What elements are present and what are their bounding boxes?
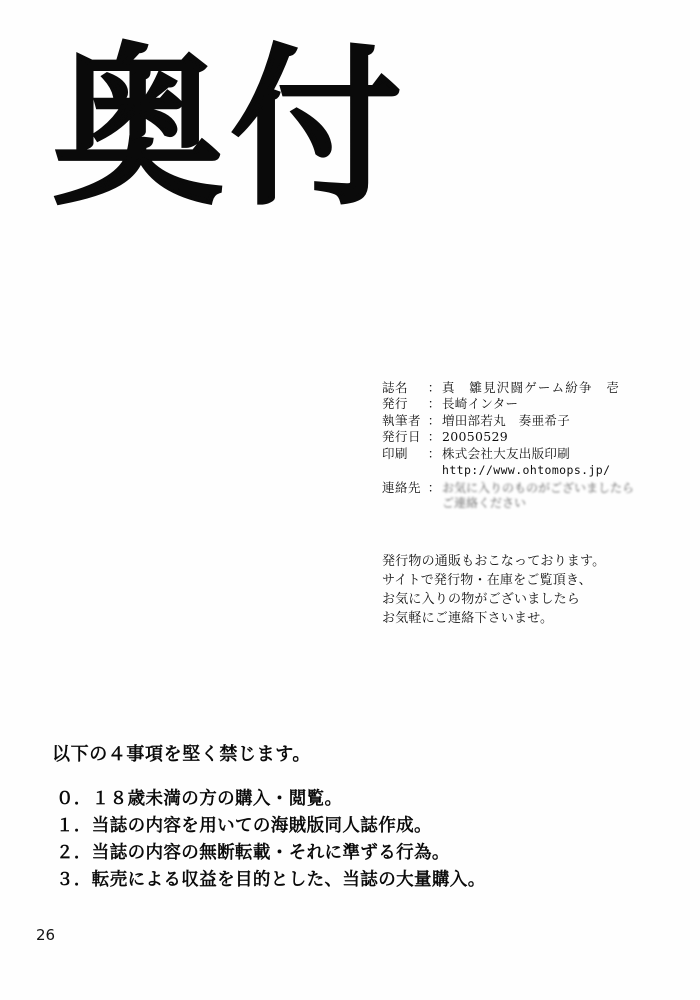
credit-row (382, 413, 672, 429)
credit-value: 真 雛見沢闘ゲーム紛争 壱 (442, 380, 621, 395)
credit-row (382, 446, 672, 462)
rule-item: ３．転売による収益を目的とした、当誌の大量購入。 (56, 870, 486, 890)
notice-line: 発行物の通販もおこなっております。 (382, 554, 606, 569)
credit-value: 長崎インター (442, 396, 519, 412)
credit-separator: ： (427, 480, 441, 496)
notice-line: お気に入りの物がございましたら (382, 592, 581, 607)
credit-separator: ： (427, 445, 441, 461)
credit-separator: ： (427, 429, 441, 445)
credit-row (382, 380, 672, 396)
credit-value: 20050529 (442, 429, 509, 445)
page-title: 奥付 (52, 26, 408, 229)
contact-label: 連絡先 (382, 480, 422, 496)
mail-order-notice (382, 552, 682, 628)
credit-label: 発行 (382, 396, 409, 412)
credit-label: 執筆者 (382, 412, 422, 428)
notice-line: サイトで発行物・在庫をご覧頂き、 (382, 573, 592, 588)
credits-block (382, 380, 672, 511)
credit-row (382, 429, 672, 445)
page-number: 26 (36, 926, 56, 944)
rule-item: ０．１８歳未満の方の購入・閲覧。 (56, 789, 343, 809)
credit-label: 印刷 (382, 445, 409, 461)
contact-blurred-line-1: お気に入りのものがございましたら (442, 480, 635, 495)
credit-separator: ： (427, 380, 441, 395)
credit-label: 誌名 (382, 380, 409, 395)
credit-row (382, 396, 672, 412)
credit-label: 発行日 (382, 429, 422, 445)
rule-item: ２．当誌の内容の無断転載・それに準ずる行為。 (56, 843, 450, 863)
printer-url[interactable]: http://www.ohtomops.jp/ (442, 463, 611, 478)
credit-value: 増田部若丸 奏亜希子 (442, 412, 571, 428)
notice-line: お気軽にご連絡下さいませ。 (382, 611, 554, 626)
credit-value: 株式会社大友出版印刷 (442, 445, 571, 461)
credit-separator: ： (427, 412, 441, 428)
rule-item: １．当誌の内容を用いての海賊版同人誌作成。 (56, 816, 432, 836)
rules-heading: 以下の４事項を堅く禁じます。 (52, 744, 311, 765)
contact-blurred-line-2: ご連絡ください (442, 495, 527, 510)
rules-list (56, 786, 656, 894)
credit-separator: ： (427, 396, 441, 412)
